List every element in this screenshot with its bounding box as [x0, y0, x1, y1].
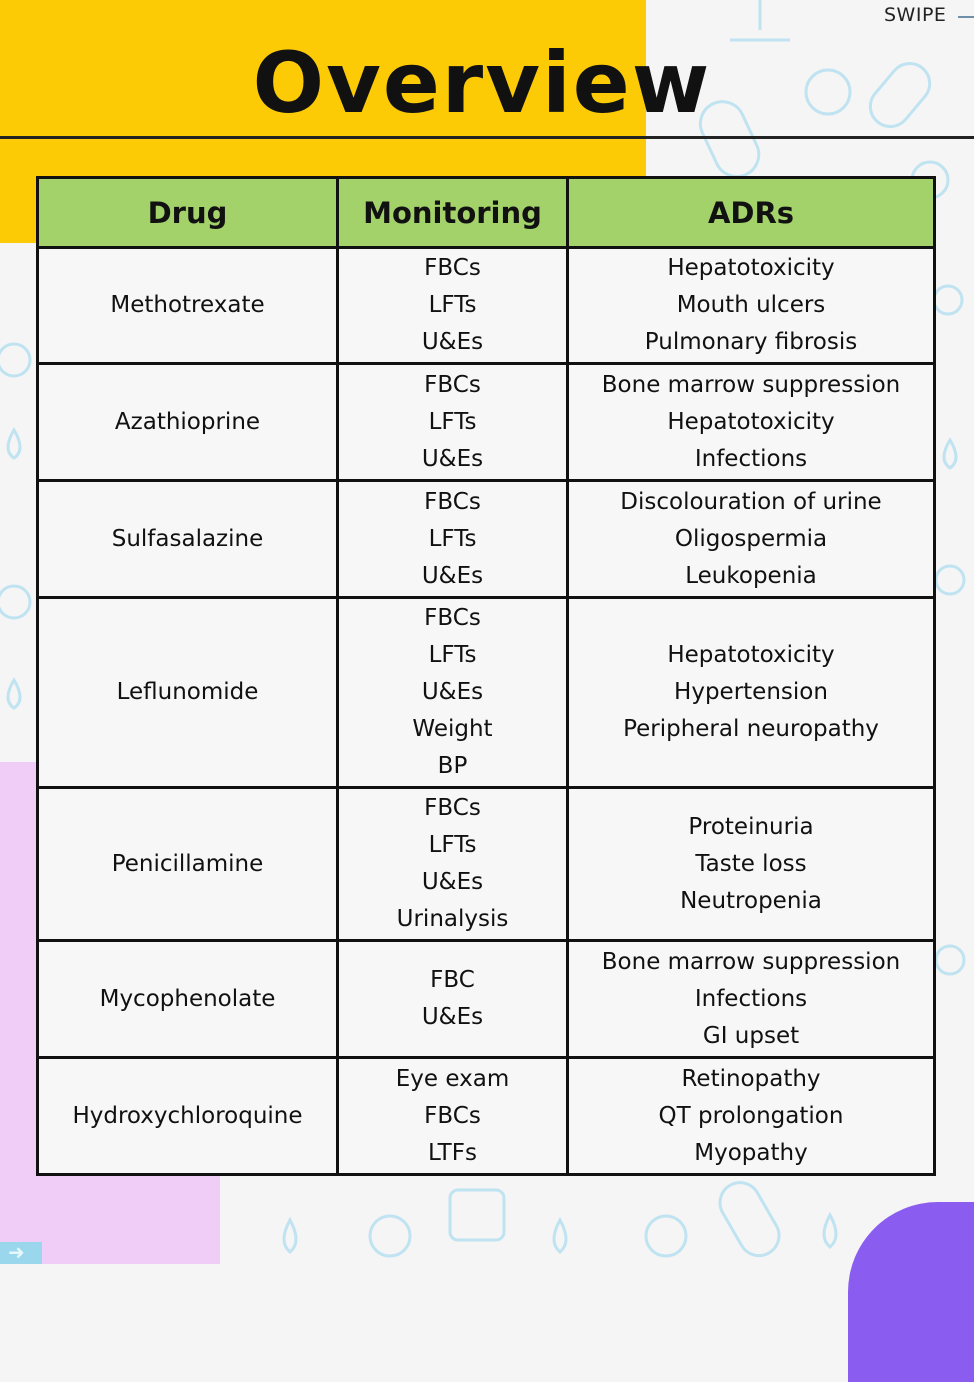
column-header-adrs: ADRs [568, 178, 935, 248]
monitoring-item: FBCs [424, 488, 481, 515]
adrs-cell [568, 481, 935, 598]
monitoring-item: FBCs [424, 1102, 481, 1129]
monitoring-item: U&Es [421, 679, 484, 705]
adrs-item: Peripheral neuropathy [623, 716, 879, 742]
monitoring-item: U&Es [421, 445, 484, 472]
adrs-item: Mouth ulcers [676, 292, 826, 318]
monitoring-item: U&Es [421, 329, 484, 355]
column-header-monitoring: Monitoring [338, 178, 568, 248]
monitoring-item: FBC [430, 967, 475, 993]
adrs-cell [568, 941, 935, 1058]
monitoring-cell [338, 1058, 568, 1175]
monitoring-cell [338, 598, 568, 788]
drug-cell: Methotrexate [38, 248, 338, 364]
adrs-item: Hepatotoxicity [667, 408, 835, 435]
swipe-line [958, 16, 974, 18]
adrs-item: Bone marrow suppression [601, 948, 901, 975]
monitoring-item: LFTs [428, 292, 477, 318]
adrs-item: Neutropenia [680, 887, 822, 914]
monitoring-item: FBCs [424, 255, 481, 281]
adrs-item: Bone marrow suppression [601, 371, 901, 398]
monitoring-item: LFTs [428, 408, 477, 435]
table-row [38, 598, 935, 788]
drug-cell: Hydroxychloroquine [38, 1058, 338, 1175]
monitoring-item: FBCs [424, 371, 481, 398]
adrs-item: Retinopathy [681, 1065, 821, 1092]
adrs-cell [568, 248, 935, 364]
adrs-item: Taste loss [695, 850, 807, 877]
monitoring-cell [338, 364, 568, 481]
table-row [38, 248, 935, 364]
drug-cell: Penicillamine [38, 788, 338, 941]
table-header-row [38, 178, 935, 248]
monitoring-cell [338, 481, 568, 598]
monitoring-item: Weight [412, 716, 493, 742]
adrs-item: Hepatotoxicity [667, 642, 835, 668]
monitoring-item: LFTs [428, 525, 477, 552]
adrs-item: QT prolongation [658, 1102, 844, 1129]
adrs-item: Discolouration of urine [620, 488, 882, 515]
adrs-item: Infections [694, 985, 808, 1012]
adrs-item: Oligospermia [674, 525, 828, 552]
page-title: Overview [252, 34, 712, 132]
monitoring-item: LTFs [428, 1139, 477, 1166]
monitoring-cell [338, 788, 568, 941]
drug-cell: Sulfasalazine [38, 481, 338, 598]
monitoring-item: Urinalysis [396, 906, 509, 932]
monitoring-item: U&Es [421, 869, 484, 895]
adrs-cell [568, 364, 935, 481]
monitoring-item: FBCs [424, 795, 481, 821]
monitoring-item: LFTs [428, 642, 477, 668]
column-header-drug: Drug [38, 178, 338, 248]
monitoring-item: FBCs [424, 605, 481, 631]
adrs-item: Myopathy [694, 1139, 808, 1166]
table-row [38, 364, 935, 481]
purple-corner-shape [848, 1202, 974, 1382]
table-row [38, 481, 935, 598]
title-divider [0, 136, 974, 139]
adrs-item: Hepatotoxicity [667, 255, 835, 281]
adrs-cell [568, 598, 935, 788]
drug-cell: Leflunomide [38, 598, 338, 788]
monitoring-item: U&Es [421, 562, 484, 589]
monitoring-cell [338, 248, 568, 364]
drug-cell: Azathioprine [38, 364, 338, 481]
arrow-icon: ➜ [0, 1242, 42, 1264]
adrs-item: Infections [694, 445, 808, 472]
monitoring-item: BP [437, 753, 468, 779]
table-row [38, 788, 935, 941]
monitoring-item: Eye exam [395, 1065, 510, 1092]
adrs-item: Hypertension [674, 679, 828, 705]
drug-cell: Mycophenolate [38, 941, 338, 1058]
adrs-cell [568, 788, 935, 941]
adrs-item: GI upset [702, 1022, 800, 1049]
monitoring-item: U&Es [421, 1004, 484, 1030]
adrs-item: Proteinuria [688, 813, 814, 840]
adrs-item: Leukopenia [685, 562, 817, 589]
table-row [38, 1058, 935, 1175]
swipe-label[interactable]: SWIPE [884, 4, 947, 26]
monitoring-cell [338, 941, 568, 1058]
adrs-cell [568, 1058, 935, 1175]
drug-monitoring-table [36, 176, 936, 1176]
table-row [38, 941, 935, 1058]
adrs-item: Pulmonary fibrosis [644, 329, 858, 355]
monitoring-item: LFTs [428, 832, 477, 858]
